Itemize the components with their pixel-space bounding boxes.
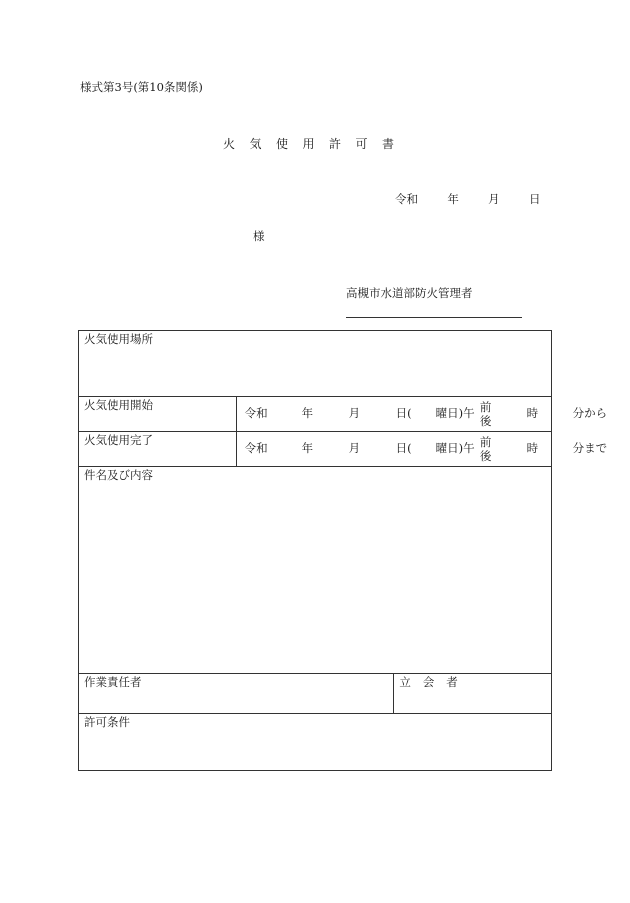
supervisor-label: 作業責任者	[84, 675, 142, 689]
content-label: 件名及び内容	[84, 468, 153, 482]
inspector-label: 立会者	[399, 675, 470, 689]
date-month: 月	[488, 192, 500, 206]
start-am: 前	[479, 400, 492, 414]
end-month: 月	[348, 441, 361, 455]
form-number: 様式第3号(第10条関係)	[80, 80, 203, 94]
end-row	[79, 432, 552, 467]
conditions-label: 許可条件	[84, 715, 130, 729]
issue-date	[395, 194, 540, 206]
end-am: 前	[479, 435, 492, 449]
end-hour: 時	[526, 441, 539, 455]
start-suffix: 分から	[572, 406, 608, 420]
date-era: 令和	[395, 192, 418, 206]
end-weekday: 曜日)午	[435, 441, 475, 455]
document-title: 火気使用許可書	[223, 137, 409, 151]
end-suffix: 分まで	[572, 441, 608, 455]
end-pm: 後	[479, 449, 492, 463]
issuer-name: 高槻市水道部防火管理者	[346, 286, 473, 300]
start-ampm	[480, 400, 492, 428]
end-label: 火気使用完了	[79, 432, 237, 467]
start-era: 令和	[244, 406, 268, 420]
start-datetime	[237, 397, 608, 431]
end-day: 日(	[395, 441, 412, 455]
end-ampm	[480, 435, 492, 463]
start-pm: 後	[479, 414, 492, 428]
end-year: 年	[301, 441, 314, 455]
end-era: 令和	[244, 441, 268, 455]
start-year: 年	[301, 406, 314, 420]
start-row	[79, 397, 552, 432]
conditions-cell	[79, 714, 552, 771]
start-label: 火気使用開始	[79, 397, 237, 432]
start-month: 月	[348, 406, 361, 420]
permit-form-table	[78, 330, 608, 771]
start-hour: 時	[526, 406, 539, 420]
start-weekday: 曜日)午	[435, 406, 475, 420]
inspector-cell	[394, 674, 552, 714]
content-cell	[79, 467, 552, 674]
signature-line	[346, 317, 522, 318]
addressee-suffix: 様	[253, 229, 265, 243]
date-year: 年	[447, 192, 459, 206]
place-cell	[79, 331, 552, 397]
start-day: 日(	[395, 406, 412, 420]
date-day: 日	[528, 192, 541, 206]
place-label: 火気使用場所	[84, 332, 153, 346]
supervisor-cell	[79, 674, 394, 714]
end-datetime	[237, 432, 608, 466]
